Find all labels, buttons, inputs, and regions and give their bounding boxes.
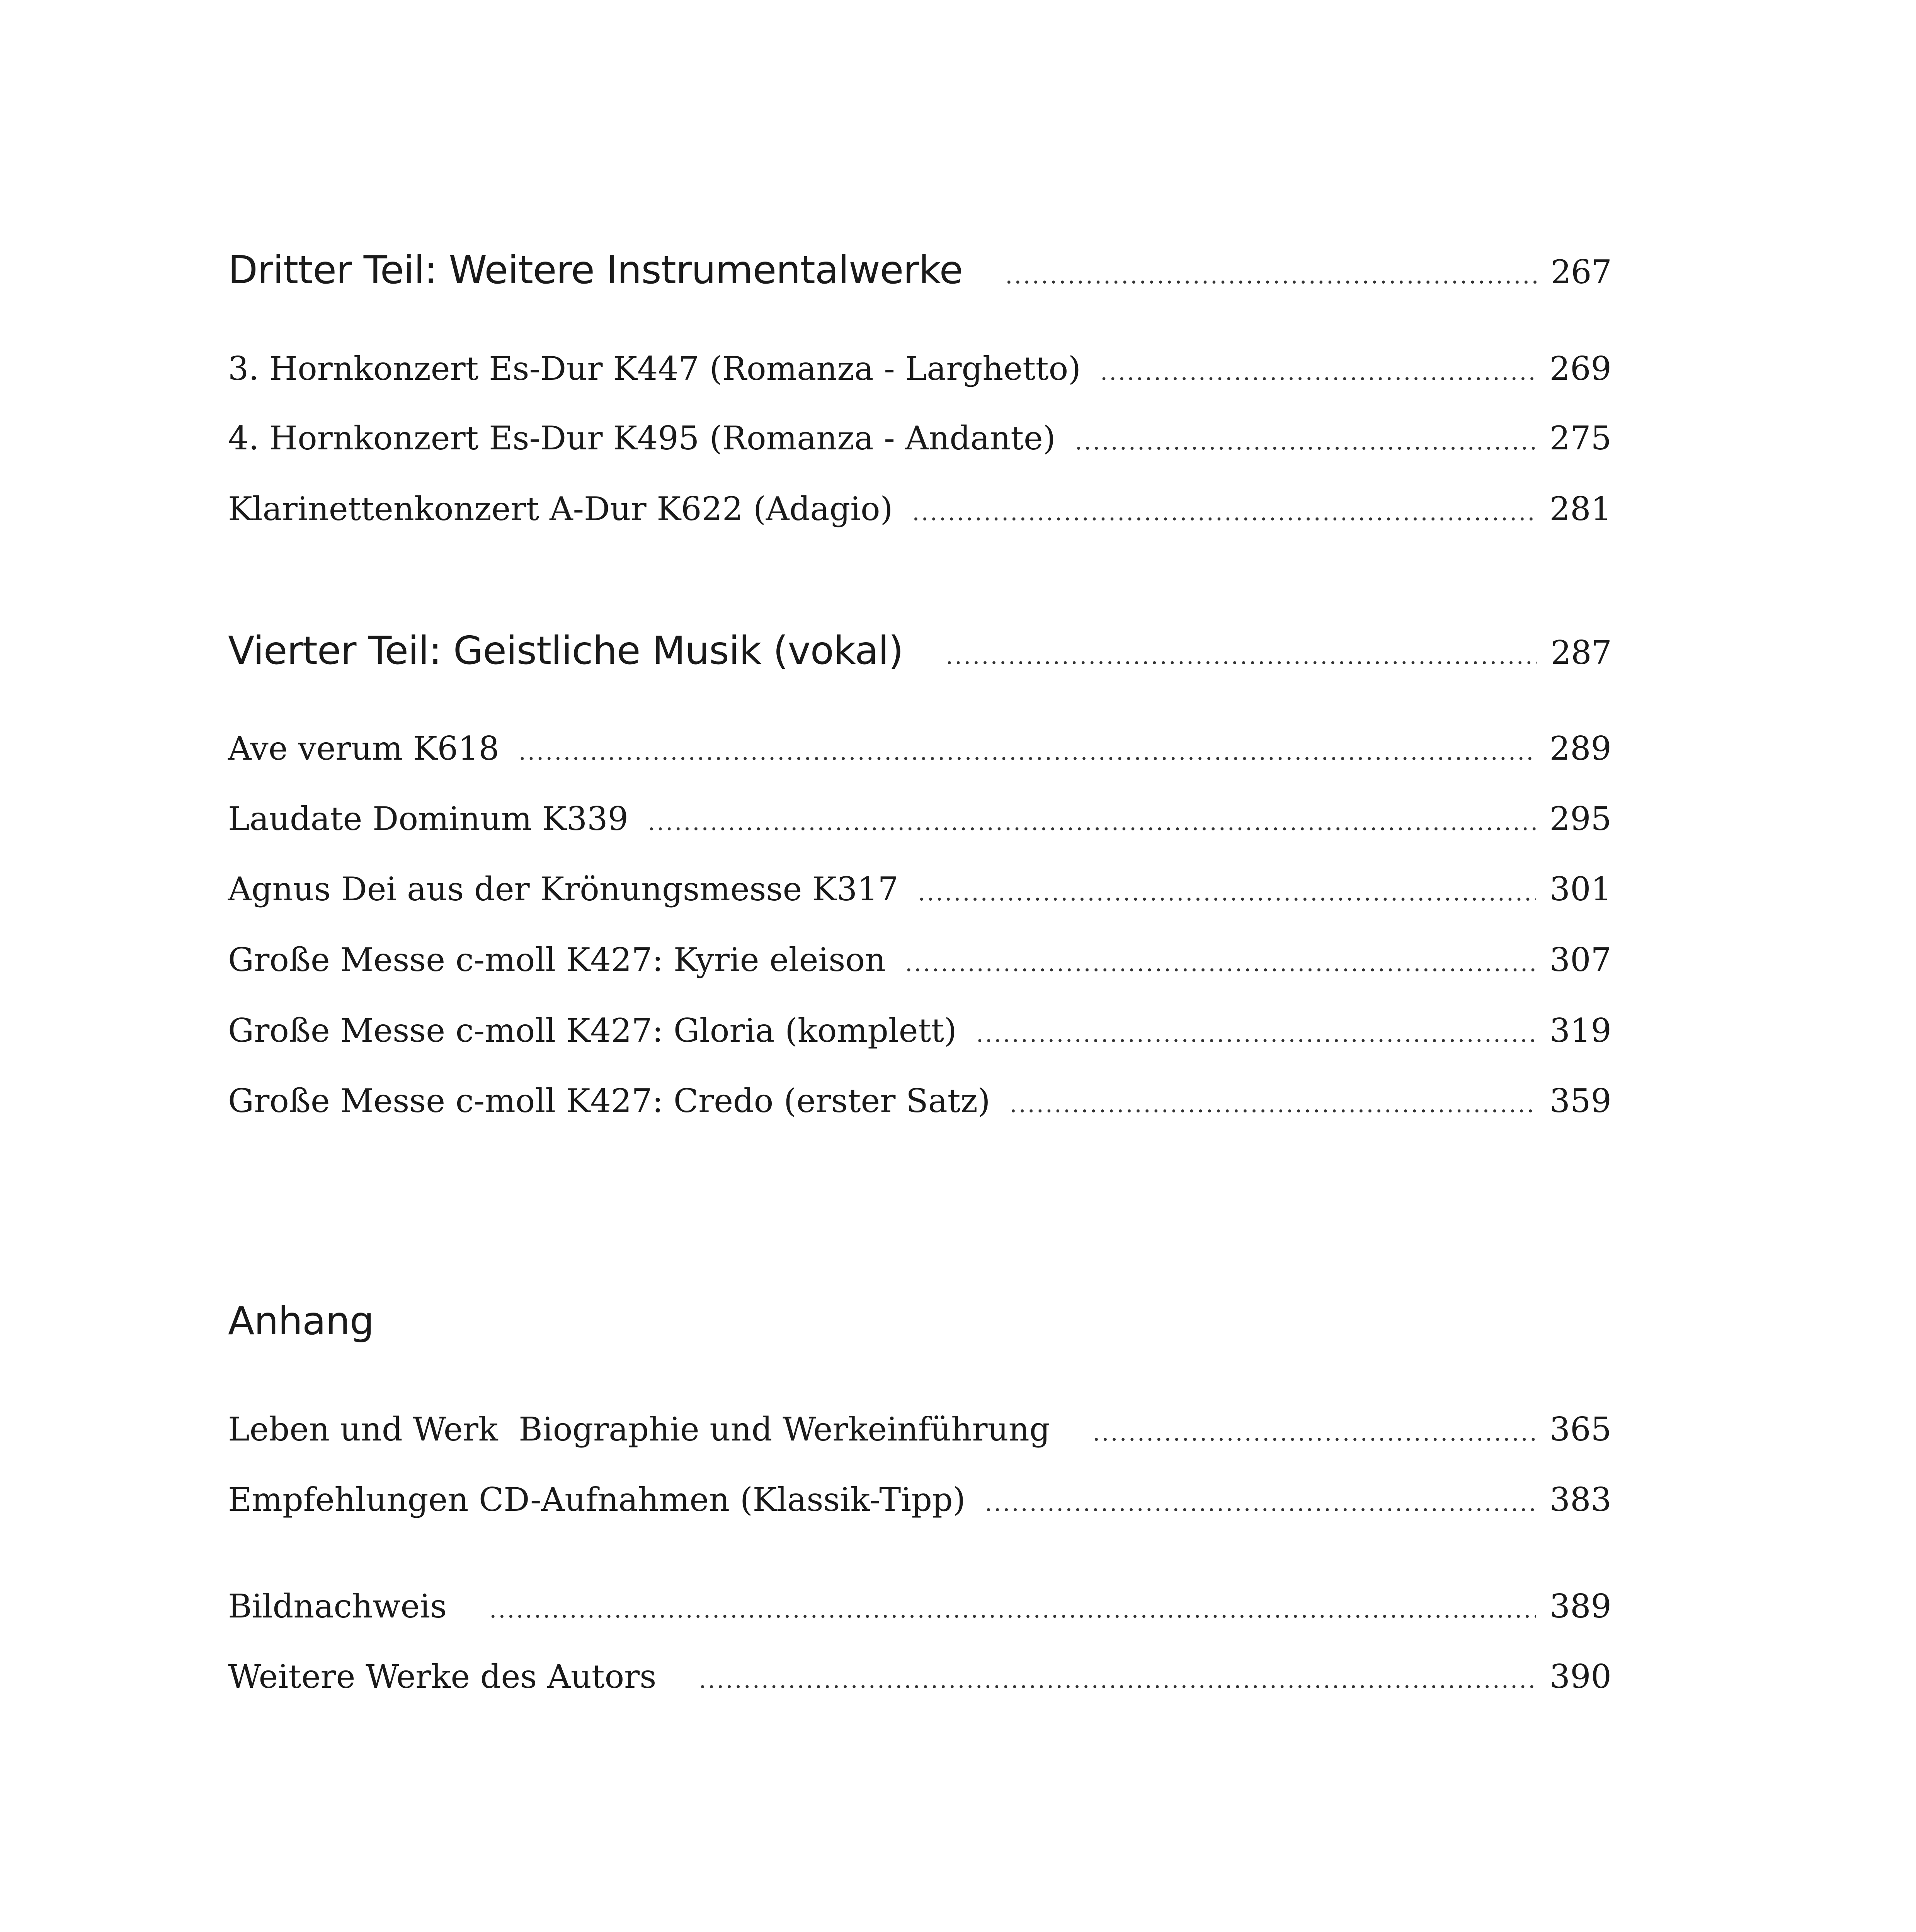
dot-leader [985, 1490, 1535, 1517]
toc-entry-title: Laudate Dominum K339 [228, 800, 629, 838]
toc-page-number: 389 [1549, 1587, 1611, 1625]
toc-heading-title: Vierter Teil: Geistliche Musik (vokal) [228, 628, 904, 673]
toc-page-number: 267 [1550, 253, 1611, 291]
dot-leader [1010, 1091, 1536, 1118]
dot-leader [648, 809, 1536, 836]
toc-page-number: 295 [1549, 800, 1611, 838]
dot-leader [1005, 262, 1537, 289]
toc-entry [228, 1012, 1611, 1049]
toc-entry-title: Agnus Dei aus der Krönungsmesse K317 [228, 870, 899, 908]
toc-heading-title: Anhang [228, 1298, 374, 1344]
toc-page-number: 383 [1549, 1481, 1611, 1519]
toc-entry [228, 490, 1611, 528]
toc-entry [228, 1658, 1611, 1696]
toc-entry [228, 350, 1611, 388]
toc-entry [228, 800, 1611, 838]
toc-entry [228, 1410, 1611, 1448]
toc-entry-title: 4. Hornkonzert Es-Dur K495 (Romanza - Andante) [228, 419, 1056, 457]
toc-entry [228, 730, 1611, 767]
toc-entry [228, 1082, 1611, 1120]
toc-section-heading [228, 628, 1611, 673]
toc-entry-title: Große Messe c-moll K427: Gloria (komplett) [228, 1012, 957, 1049]
dot-leader [1092, 1419, 1535, 1446]
toc-entry-title: Leben und Werk Biographie und Werkeinführung [228, 1410, 1050, 1448]
toc-entry-title: 3. Hornkonzert Es-Dur K447 (Romanza - Larghetto) [228, 350, 1081, 388]
toc-section-heading [228, 247, 1611, 293]
toc-entry [228, 1587, 1611, 1625]
toc-entry-title: Große Messe c-moll K427: Kyrie eleison [228, 941, 886, 979]
dot-leader [519, 738, 1536, 765]
toc-entry-title: Große Messe c-moll K427: Credo (erster Satz) [228, 1082, 990, 1120]
toc-entry-title: Ave verum K618 [228, 730, 499, 767]
toc-page-number: 301 [1549, 870, 1611, 908]
toc-page-number: 287 [1550, 634, 1611, 672]
toc-entry [228, 1481, 1611, 1519]
dot-leader [1100, 359, 1536, 386]
toc-entry-title: Bildnachweis [228, 1587, 447, 1625]
toc-entry [228, 419, 1611, 457]
dot-leader [976, 1020, 1536, 1048]
toc-page-number: 275 [1549, 419, 1611, 457]
toc-page-number: 359 [1549, 1082, 1611, 1120]
dot-leader [1075, 428, 1535, 455]
dot-leader [912, 499, 1535, 526]
toc-section-heading [228, 1298, 1611, 1344]
toc-entry-title: Weitere Werke des Autors [228, 1658, 657, 1696]
dot-leader [918, 879, 1536, 906]
toc-page-number: 289 [1549, 730, 1611, 767]
toc-page-number: 365 [1549, 1410, 1611, 1448]
dot-leader [699, 1667, 1535, 1694]
toc-entry-title: Klarinettenkonzert A-Dur K622 (Adagio) [228, 490, 893, 528]
toc-page-number: 319 [1549, 1012, 1611, 1049]
dot-leader [905, 950, 1536, 977]
dot-leader [946, 643, 1537, 670]
toc-page-number: 281 [1549, 490, 1611, 528]
dot-leader [489, 1596, 1536, 1623]
toc-page-number: 269 [1549, 350, 1611, 388]
toc-page-number: 390 [1549, 1658, 1611, 1696]
toc-entry [228, 870, 1611, 908]
toc-heading-title: Dritter Teil: Weitere Instrumentalwerke [228, 247, 963, 293]
toc-page-number: 307 [1549, 941, 1611, 979]
toc-entry-title: Empfehlungen CD-Aufnahmen (Klassik-Tipp) [228, 1481, 966, 1519]
toc-entry [228, 941, 1611, 979]
